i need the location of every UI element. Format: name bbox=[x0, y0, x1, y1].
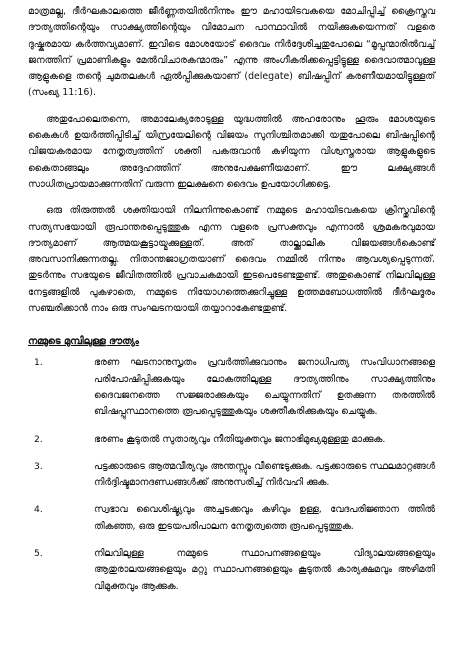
list-item bbox=[28, 546, 435, 595]
list-item bbox=[28, 502, 435, 535]
list-item-text: ഭരണ ഘടനാനുസൃതം പ്രവർത്തിക്കുവാനും ജനാധിപത്യ സംവിധാനങ്ങളെ പരിപോഷിപ്പിക്കുകയും ലോകത്തിലുള്ള ദൗത്യത്തിനും സാക്ഷ്യത്തിനും ദൈവജനത്തെ സജ്ജരാക്കുകയും ചെയ്യുന്നതിന് ഉതക്കുന്ന തരത്തിൽ ബിഷപ്പുസ്ഥാനത്തെ രൂപപ്പെടുത്തുകയും ശക്തീകരിക്കുകയും ചെയ്യുക. bbox=[94, 357, 435, 418]
paragraph-1: മാത്രമല്ല, ദീർഘകാലത്തെ ജീർണ്ണതയിൽനിന്നും ഈ മഹായിടവകയെ മോചിപ്പിച്ച് ക്രൈസ്തവ ദൗത്യത്തിന്റെയും സാക്ഷ്യത്തിന്റെയും വിമോചന പാന്ഥാവിൽ നയിക്കുകയെന്നത് വളരെ ദുഷ്കരമായ കർത്തവ്യമാണ്. ഇവിടെ മോശയോട് ദൈവം നിർദ്ദേശിച്ചതുപോലെ “മൂപ്പന്മാരിൽവച്ച് ജനത്തിന് പ്രമാണികളും മേൽവിചാരകന്മാരും” എന്നു അംഗീകരിക്കപ്പെട്ടിട്ടുള്ള ദൈവാത്മാവുള്ള ആളുകളെ തന്റെ ചുമതലകൾ ഏൽപ്പിക്കുകയാണ് (delegate) ബിഷപ്പിന് കരണീയമായിട്ടുള്ളത് (സംഖ്യ 11:16). bbox=[28, 6, 435, 99]
section-heading: നമ്മുടെ മുമ്പിലുള്ള ദൗത്യം bbox=[28, 336, 139, 348]
mission-list bbox=[28, 355, 435, 595]
list-item-text: ഭരണം കൂടുതൽ സുതാര്യവും നീതിയുക്തവും ജനാഭിമുഖ്യമുള്ളതു മാക്കുക. bbox=[94, 433, 386, 445]
paragraph-3: ഒരു തിരുത്തൽ ശക്തിയായി നിലനിന്നുകൊണ്ട് നമ്മുടെ മഹായിടവകയെ ക്രിസ്തുവിന്റെ സത്യസഭയായി രൂപാന്തരപ്പെടുത്തുക എന്ന വളരെ പ്രസക്തവും എന്നാൽ ശ്രമകരവുമായ ദൗത്യമാണ് ആത്മയകൂട്ടായ്മക്കുള്ളത്. അത് താല്ക്കാലിക വിജയങ്ങൾകൊണ്ട് അവസാനിക്കുന്നതല്ല. നിതാന്തജാഗ്രതയാണ് ദൈവം നമ്മിൽ നിന്നും ആവശ്യപ്പെടുന്നത്. തുടർന്നും സഭയുടെ ജീവിതത്തിൽ പ്രവാചകമായി ഇടപെടേണ്ടതുണ്ട്. അതുകൊണ്ട് നിലവിലുള്ള നേട്ടങ്ങളിൽ പുകഴാതെ, നമ്മുടെ നിയോഗത്തെക്കുറിച്ചുള്ള ഉത്തമബോധത്തിൽ ദീർഘദൂരം സഞ്ചരിക്കാൻ നാം ഒരു സംഘടനയായി തയ്യാറാകേണ്ടതുണ്ട്. bbox=[28, 205, 435, 315]
list-item bbox=[28, 459, 435, 492]
paragraph-2: അതുപോലെതന്നെ, അമാലേക്യരോടുള്ള യുദ്ധത്തിൽ അഹരോനും ഹൂരും മോശയുടെ കൈകൾ ഉയർത്തിപ്പിടിച്ച് യിസ്രയേലിന്റെ വിജയം സുനിശ്ചിതമാക്കി യതുപോലെ ബിഷപ്പിന്റെ വിജയകരമായ നേതൃത്വത്തിന് ശക്തി പകരുവാൻ കഴിയുന്ന വിശ്വസ്തരായ ആളുകളുടെ കൈതാങ്ങലും അദ്ദേഹത്തിന് അനുപേക്ഷണീയമാണ്. ഈ ലക്ഷ്യങ്ങൾ സാധിതപ്രായമാക്കുന്നതിന് വരുന്ന ഇലക്ഷനെ ദൈവം ഉപയോഗിക്കട്ടെ. bbox=[28, 113, 435, 190]
list-item-text: നിലവിലുള്ള നമ്മുടെ സ്ഥാപനങ്ങളെയും വിദ്യാലയങ്ങളെയും ആതുരാലയങ്ങളെയും മറ്റു സ്ഥാപനങ്ങളെയും കൂടുതൽ കാര്യക്ഷമവും അഴിമതി വിമുക്തവും ആക്കുക. bbox=[94, 548, 435, 592]
list-item-text: സ്വഭാവ വൈശിഷ്ട്യവും അച്ചടക്കവും കഴിവും ഉള്ള, വേദപരിജ്ഞാന ത്തിൽ തികഞ്ഞ, ഒരു ഇടയപരിപാലന നേതൃത്വത്തെ രൂപപ്പെടുത്തുക. bbox=[94, 504, 435, 532]
list-item-number: 3. bbox=[34, 460, 43, 472]
list-item-number: 2. bbox=[34, 433, 43, 445]
list-item-number: 5. bbox=[34, 548, 43, 560]
list-item-text: പട്ടക്കാരുടെ ആത്മവീര്യവും അന്തസ്സും വീണ്ടെടുക്കുക. പട്ടക്കാരുടെ സ്ഥലമാറ്റങ്ങൾ നിർദ്ദിഷ്ടമാനദണ്ഡങ്ങൾക്ക് അനുസരിച്ച് നിർവഹി ക്കുക. bbox=[94, 460, 435, 489]
list-item bbox=[28, 355, 435, 420]
list-item bbox=[28, 432, 435, 448]
list-item-number: 1. bbox=[34, 357, 43, 369]
list-item-number: 4. bbox=[34, 504, 43, 516]
